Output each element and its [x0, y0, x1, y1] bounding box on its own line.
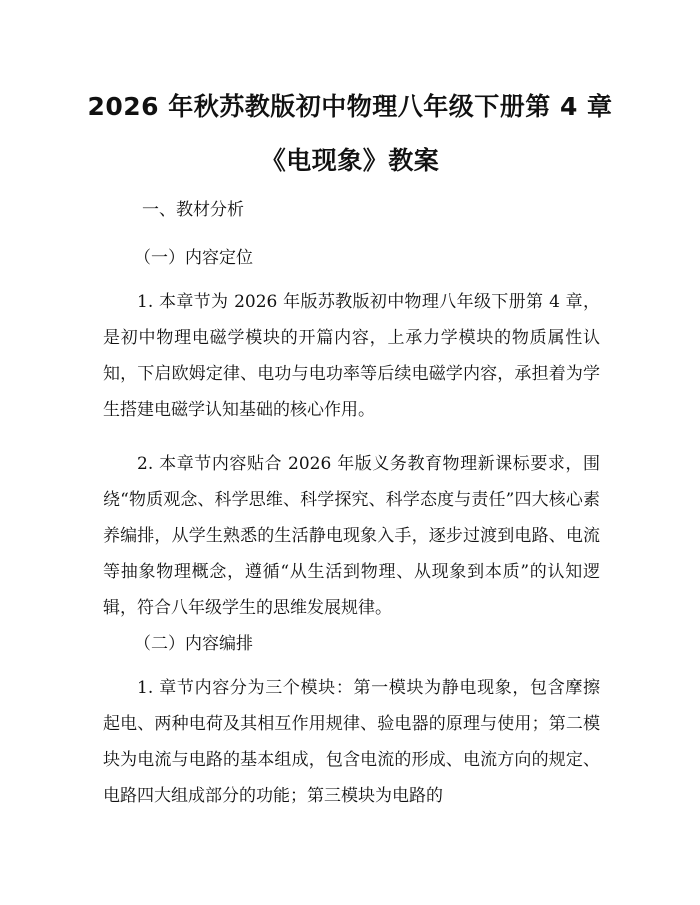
document-title-line-2: 《电现象》教案: [260, 146, 440, 175]
paragraph-positioning-2: 2. 本章节内容贴合 2026 年版义务教育物理新课标要求，围绕“物质观念、科学思维、科学探究、科学态度与责任”四大核心素养编排，从学生熟悉的生活静电现象入手，逐步过渡到电路、电流等抽象物理概念，遵循“从生活到物理、从现象到本质”的认知逻辑，符合八年级学生的思维发展规律。: [103, 454, 600, 618]
section-heading-textbook-analysis: 一、教材分析: [142, 200, 244, 220]
paragraph-positioning-1: 1. 本章节为 2026 年版苏教版初中物理八年级下册第 4 章，是初中物理电磁学模块的开篇内容，上承力学模块的物质属性认知，下启欧姆定律、电功与电功率等后续电磁学内容，承担着为学生搭建电磁学认知基础的核心作用。: [103, 292, 600, 420]
subsection-heading-content-positioning: （一）内容定位: [134, 248, 253, 268]
document-title-line-1: 2026 年秋苏教版初中物理八年级下册第 4 章: [87, 92, 613, 121]
subsection-heading-content-arrangement: （二）内容编排: [134, 634, 253, 654]
paragraph-arrangement-1: 1. 章节内容分为三个模块：第一模块为静电现象，包含摩擦起电、两种电荷及其相互作用规律、验电器的原理与使用；第二模块为电流与电路的基本组成，包含电流的形成、电流方向的规定、电路四大组成部分的功能；第三模块为电路的: [103, 678, 600, 806]
